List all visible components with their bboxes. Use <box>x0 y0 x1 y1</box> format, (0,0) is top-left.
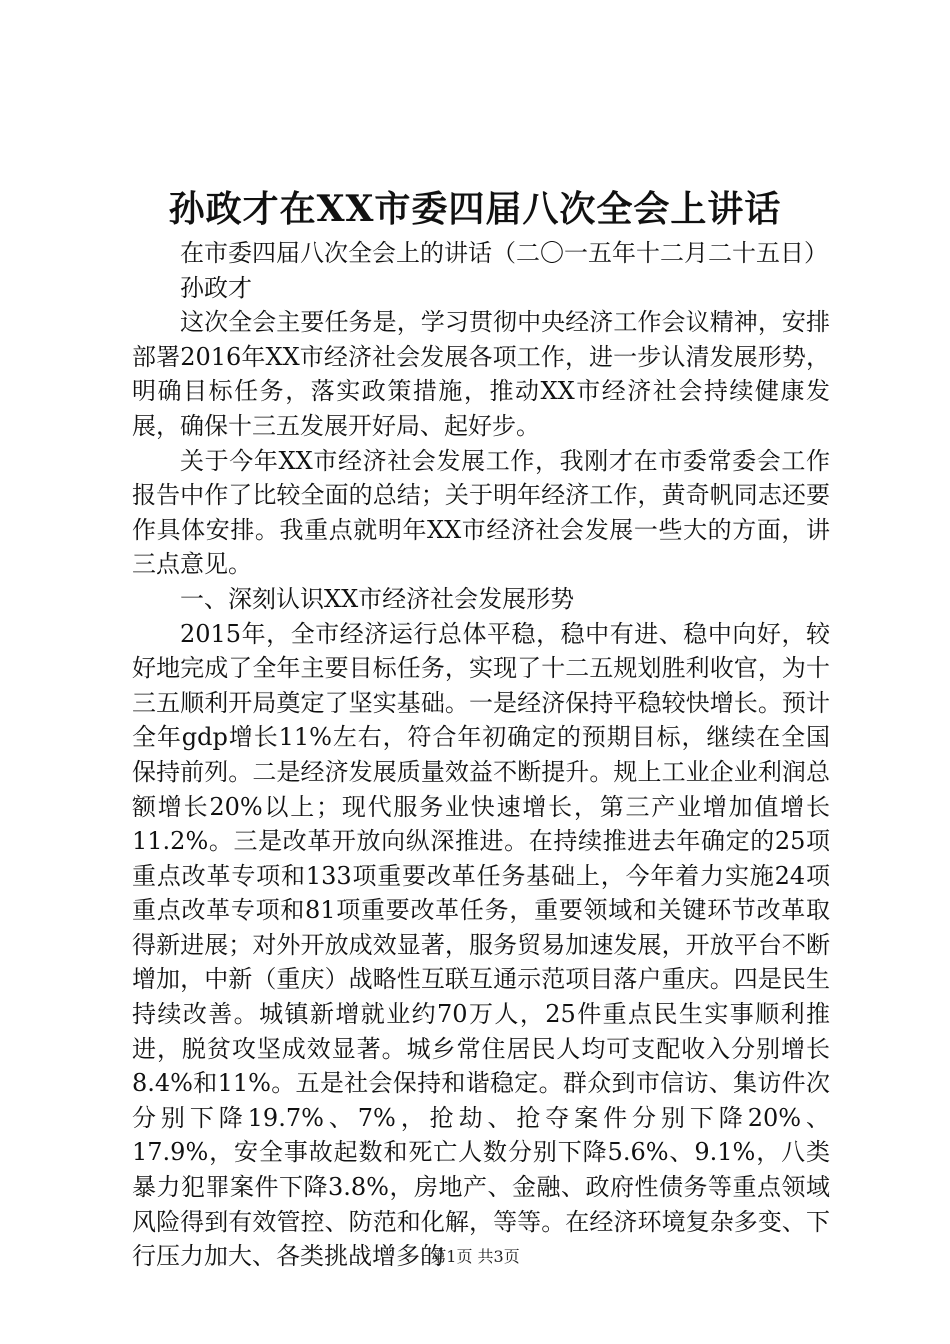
page-footer <box>0 1246 950 1268</box>
speech-heading-line: 在市委四届八次全会上的讲话（二〇一五年十二月二十五日） <box>180 239 828 267</box>
document-body <box>132 236 830 1274</box>
speaker-name: 孙政才 <box>180 273 252 302</box>
body-paragraph: 这次全会主要任务是，学习贯彻中央经济工作会议精神，安排部署2016年XX市经济社会发展各项工作，进一步认清发展形势，明确目标任务，落实政策措施，推动XX市经济社会持续健康发展，确保十三五发展开好局、起好步。 <box>132 308 830 440</box>
page-indicator: 第1页 共3页 <box>430 1247 520 1266</box>
body-paragraph: 关于今年XX市经济社会发展工作，我刚才在市委常委会工作报告中作了比较全面的总结；关于明年经济工作，黄奇帆同志还要作具体安排。我重点就明年XX市经济社会发展一些大的方面，讲三点意见。 <box>132 446 830 579</box>
section-heading: 一、深刻认识XX市经济社会发展形势 <box>180 584 575 613</box>
body-paragraph: 2015年，全市经济运行总体平稳，稳中有进、稳中向好，较好地完成了全年主要目标任务，实现了十二五规划胜利收官，为十三五顺利开局奠定了坚实基础。一是经济保持平稳较快增长。预计全年gdp增长11%左右，符合年初确定的预期目标，继续在全国保持前列。二是经济发展质量效益不断提升。规上工业企业利润总额增长20%以上；现代服务业快速增长，第三产业增加值增长11.2%。三是改革开放向纵深推进。在持续推进去年确定的25项重点改革专项和133项重要改革任务基础上，今年着力实施24项重点改革专项和81项重要改革任务，重要领域和关键环节改革取得新进展；对外开放成效显著，服务贸易加速发展，开放平台不断增加，中新（重庆）战略性互联互通示范项目落户重庆。四是民生持续改善。城镇新增就业约70万人，25件重点民生实事顺利推进，脱贫攻坚成效显著。城乡常住居民人均可支配收入分别增长8.4%和11%。五是社会保持和谐稳定。群众到市信访、集访件次分别下降19.7%、7%，抢劫、抢夺案件分别下降20%、17.9%，安全事故起数和死亡人数分别下降5.6%、9.1%，八类暴力犯罪案件下降3.8%，房地产、金融、政府性债务等重点领域风险得到有效管控、防范和化解，等等。在经济环境复杂多变、下行压力加大、各类挑战增多的 <box>132 619 830 1271</box>
document-title: 孙政才在XX市委四届八次全会上讲话 <box>168 188 782 230</box>
